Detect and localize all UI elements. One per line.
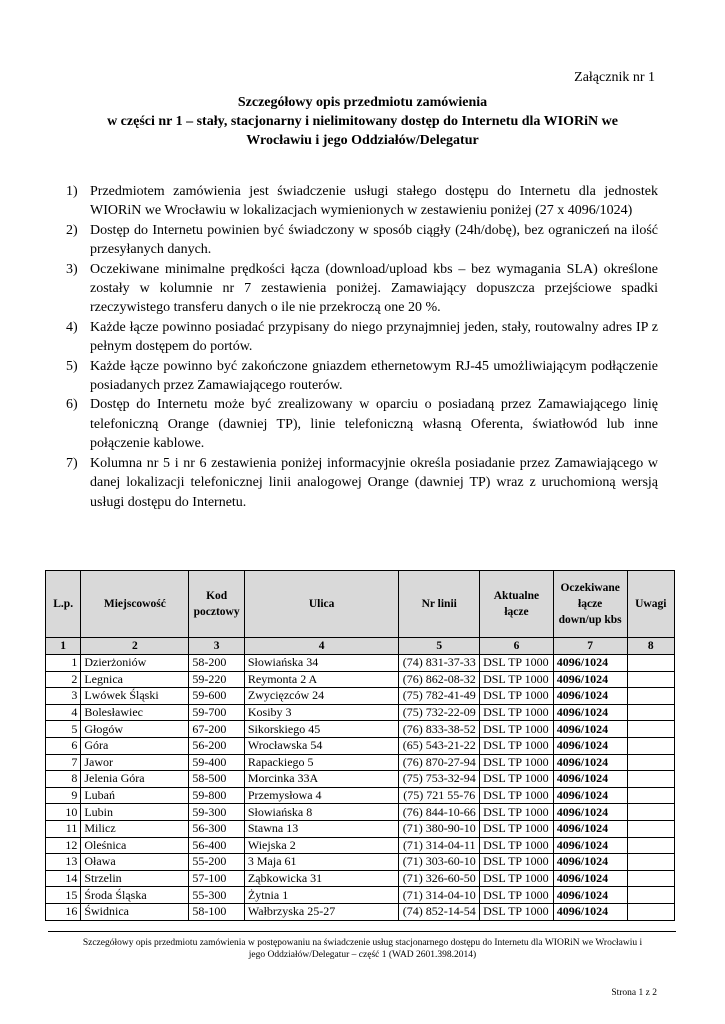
cell-current-connection: DSL TP 1000 — [480, 820, 554, 837]
cell-line-number: (65) 543-21-22 — [399, 737, 480, 754]
cell-current-connection: DSL TP 1000 — [480, 854, 554, 871]
cell-current-connection: DSL TP 1000 — [480, 737, 554, 754]
table-header-row — [46, 571, 675, 638]
cell-street: Wiejska 2 — [244, 837, 398, 854]
table-row — [46, 820, 675, 837]
cell-zip: 55-200 — [189, 854, 245, 871]
cell-lp: 14 — [46, 870, 81, 887]
table-row — [46, 754, 675, 771]
cell-line-number: (71) 303-60-10 — [399, 854, 480, 871]
cell-city: Jelenia Góra — [81, 771, 189, 788]
item-number: 5) — [66, 358, 78, 374]
cell-expected-connection: 4096/1024 — [553, 870, 627, 887]
cell-current-connection: DSL TP 1000 — [480, 804, 554, 821]
cell-zip: 59-800 — [189, 787, 245, 804]
cell-remarks — [627, 688, 675, 705]
table-row — [46, 854, 675, 871]
cell-street: Sikorskiego 45 — [244, 721, 398, 738]
cell-remarks — [627, 787, 675, 804]
cell-street: Słowiańska 34 — [244, 655, 398, 672]
cell-current-connection: DSL TP 1000 — [480, 671, 554, 688]
cell-zip: 55-300 — [189, 887, 245, 904]
cell-street: Żytnia 1 — [244, 887, 398, 904]
item-text: Oczekiwane minimalne prędkości łącza (download/upload kbs – bez wymagania SLA) określone zostały w kolumnie nr 7 zestawienia poniżej. Zamawiający dopuszcza przejściowe spadki rzeczywistego transferu danych o ile nie przekroczą one 20 %. — [90, 261, 658, 316]
cell-zip: 59-220 — [189, 671, 245, 688]
item-number: 6) — [66, 397, 78, 413]
cell-lp: 4 — [46, 704, 81, 721]
cell-expected-connection: 4096/1024 — [553, 688, 627, 705]
cell-current-connection: DSL TP 1000 — [480, 837, 554, 854]
footer-text — [55, 937, 670, 961]
cell-street: Rapackiego 5 — [244, 754, 398, 771]
column-number: 2 — [81, 638, 189, 655]
header-street: Ulica — [244, 571, 398, 638]
cell-city: Głogów — [81, 721, 189, 738]
cell-current-connection: DSL TP 1000 — [480, 870, 554, 887]
item-number: 1) — [66, 184, 78, 199]
cell-city: Bolesławiec — [81, 704, 189, 721]
cell-city: Lubin — [81, 804, 189, 821]
document-title — [60, 93, 665, 150]
item-text: Przedmiotem zamówienia jest świadczenie usługi stałego dostępu do Internetu dla jednostek WIORiN we Wrocławiu w lokalizacjach wymienionych w zestawieniu poniżej (27 x 4096/1024) — [90, 184, 658, 219]
cell-expected-connection: 4096/1024 — [553, 804, 627, 821]
cell-lp: 12 — [46, 837, 81, 854]
cell-current-connection: DSL TP 1000 — [480, 721, 554, 738]
requirement-item — [66, 318, 658, 357]
cell-city: Strzelin — [81, 870, 189, 887]
cell-remarks — [627, 721, 675, 738]
annex-label: Załącznik nr 1 — [574, 70, 655, 85]
cell-expected-connection: 4096/1024 — [553, 704, 627, 721]
cell-remarks — [627, 771, 675, 788]
table-body — [46, 655, 675, 921]
cell-zip: 59-300 — [189, 804, 245, 821]
cell-remarks — [627, 671, 675, 688]
table-row — [46, 737, 675, 754]
cell-expected-connection: 4096/1024 — [553, 721, 627, 738]
cell-remarks — [627, 837, 675, 854]
cell-street: 3 Maja 61 — [244, 854, 398, 871]
header-expected-connection: Oczekiwane łącze down/up kbs — [553, 571, 627, 638]
column-number: 1 — [46, 638, 81, 655]
cell-expected-connection: 4096/1024 — [553, 671, 627, 688]
cell-current-connection: DSL TP 1000 — [480, 787, 554, 804]
item-number: 2) — [66, 222, 78, 238]
cell-lp: 16 — [46, 903, 81, 920]
cell-line-number: (76) 844-10-66 — [399, 804, 480, 821]
cell-zip: 56-200 — [189, 737, 245, 754]
cell-expected-connection: 4096/1024 — [553, 887, 627, 904]
cell-current-connection: DSL TP 1000 — [480, 903, 554, 920]
column-number: 3 — [189, 638, 245, 655]
column-number-row — [46, 638, 675, 655]
table-row — [46, 887, 675, 904]
cell-zip: 67-200 — [189, 721, 245, 738]
requirement-item — [66, 395, 658, 453]
cell-city: Świdnica — [81, 903, 189, 920]
cell-zip: 58-500 — [189, 771, 245, 788]
column-number: 8 — [627, 638, 675, 655]
header-remarks: Uwagi — [627, 571, 675, 638]
cell-street: Wałbrzyska 25-27 — [244, 903, 398, 920]
cell-line-number: (71) 380-90-10 — [399, 820, 480, 837]
cell-street: Przemysłowa 4 — [244, 787, 398, 804]
cell-lp: 5 — [46, 721, 81, 738]
cell-city: Góra — [81, 737, 189, 754]
item-number: 4) — [66, 319, 78, 335]
title-line: w części nr 1 – stały, stacjonarny i nielimitowany dostęp do Internetu dla WIORiN we — [107, 114, 618, 129]
cell-line-number: (75) 721 55-76 — [399, 787, 480, 804]
cell-lp: 11 — [46, 820, 81, 837]
cell-lp: 7 — [46, 754, 81, 771]
header-current-connection: Aktualne łącze — [480, 571, 554, 638]
cell-street: Słowiańska 8 — [244, 804, 398, 821]
table-row — [46, 704, 675, 721]
cell-line-number: (75) 782-41-49 — [399, 688, 480, 705]
cell-remarks — [627, 655, 675, 672]
table-row — [46, 787, 675, 804]
cell-expected-connection: 4096/1024 — [553, 854, 627, 871]
cell-current-connection: DSL TP 1000 — [480, 704, 554, 721]
cell-current-connection: DSL TP 1000 — [480, 771, 554, 788]
cell-lp: 8 — [46, 771, 81, 788]
cell-current-connection: DSL TP 1000 — [480, 688, 554, 705]
cell-remarks — [627, 870, 675, 887]
requirements-list — [66, 182, 658, 512]
cell-city: Lwówek Śląski — [81, 688, 189, 705]
cell-current-connection: DSL TP 1000 — [480, 754, 554, 771]
item-text: Kolumna nr 5 i nr 6 zestawienia poniżej informacyjnie określa posiadanie przez Zamawiającego w danej lokalizacji telefonicznej linii analogowej Orange (dawniej TP) wraz z uruchomioną wersją usługi dostępu do Internetu. — [90, 455, 658, 510]
cell-line-number: (74) 852-14-54 — [399, 903, 480, 920]
cell-zip: 59-600 — [189, 688, 245, 705]
header-city: Miejscowość — [81, 571, 189, 638]
cell-line-number: (76) 862-08-32 — [399, 671, 480, 688]
cell-current-connection: DSL TP 1000 — [480, 655, 554, 672]
item-text: Dostęp do Internetu może być zrealizowany w oparciu o posiadaną przez Zamawiającego linię telefoniczną Orange (dawniej TP), linie telefoniczną własną Oferenta, światłowód lub inne połączenie kablowe. — [90, 397, 658, 452]
cell-street: Wrocławska 54 — [244, 737, 398, 754]
requirement-item — [66, 357, 658, 396]
footer-line: Szczegółowy opis przedmiotu zamówienia w postępowaniu na świadczenie usług stacjonarnego dostępu do Internetu dla WIORiN we Wrocławiu i — [82, 938, 643, 948]
cell-street: Zwycięzców 24 — [244, 688, 398, 705]
column-number: 6 — [480, 638, 554, 655]
item-text: Każde łącze powinno posiadać przypisany do niego przynajmniej jeden, stały, routowalny adres IP z pełnym dostępem do portów. — [90, 319, 658, 355]
cell-city: Oleśnica — [81, 837, 189, 854]
cell-expected-connection: 4096/1024 — [553, 655, 627, 672]
locations-table — [45, 570, 675, 921]
cell-city: Jawor — [81, 754, 189, 771]
cell-line-number: (76) 833-38-52 — [399, 721, 480, 738]
requirement-item — [66, 260, 658, 318]
cell-street: Ząbkowicka 31 — [244, 870, 398, 887]
cell-zip: 56-300 — [189, 820, 245, 837]
header-lp: L.p. — [46, 571, 81, 638]
cell-line-number: (71) 314-04-10 — [399, 887, 480, 904]
title-line: Szczegółowy opis przedmiotu zamówienia — [237, 95, 488, 110]
cell-expected-connection: 4096/1024 — [553, 903, 627, 920]
requirement-item — [66, 221, 658, 260]
cell-city: Dzierżoniów — [81, 655, 189, 672]
cell-lp: 15 — [46, 887, 81, 904]
cell-street: Reymonta 2 A — [244, 671, 398, 688]
item-text: Każde łącze powinno być zakończone gniazdem ethernetowym RJ-45 umożliwiającym podłączenie posiadanych przez Zamawiającego routerów. — [90, 358, 658, 394]
cell-lp: 3 — [46, 688, 81, 705]
cell-zip: 59-400 — [189, 754, 245, 771]
cell-lp: 13 — [46, 854, 81, 871]
cell-line-number: (75) 753-32-94 — [399, 771, 480, 788]
cell-expected-connection: 4096/1024 — [553, 820, 627, 837]
table-row — [46, 688, 675, 705]
table-row — [46, 671, 675, 688]
column-number: 4 — [244, 638, 398, 655]
cell-city: Milicz — [81, 820, 189, 837]
table-row — [46, 804, 675, 821]
cell-remarks — [627, 903, 675, 920]
cell-lp: 10 — [46, 804, 81, 821]
cell-lp: 2 — [46, 671, 81, 688]
item-number: 3) — [66, 261, 78, 277]
cell-line-number: (74) 831-37-33 — [399, 655, 480, 672]
page-number: Strona 1 z 2 — [611, 988, 657, 998]
cell-city: Oława — [81, 854, 189, 871]
header-line-number: Nr linii — [399, 571, 480, 638]
cell-remarks — [627, 854, 675, 871]
cell-line-number: (71) 314-04-11 — [399, 837, 480, 854]
cell-remarks — [627, 754, 675, 771]
cell-expected-connection: 4096/1024 — [553, 754, 627, 771]
cell-street: Kosiby 3 — [244, 704, 398, 721]
cell-expected-connection: 4096/1024 — [553, 737, 627, 754]
requirement-item — [66, 182, 658, 221]
footer-line: jego Oddziałów/Delegatur – część 1 (WAD 2601.398.2014) — [248, 950, 477, 960]
requirement-item — [66, 454, 658, 512]
cell-line-number: (76) 870-27-94 — [399, 754, 480, 771]
cell-city: Lubań — [81, 787, 189, 804]
cell-lp: 6 — [46, 737, 81, 754]
cell-expected-connection: 4096/1024 — [553, 837, 627, 854]
cell-street: Stawna 13 — [244, 820, 398, 837]
cell-lp: 9 — [46, 787, 81, 804]
cell-zip: 58-200 — [189, 655, 245, 672]
cell-city: Legnica — [81, 671, 189, 688]
cell-current-connection: DSL TP 1000 — [480, 887, 554, 904]
cell-zip: 58-100 — [189, 903, 245, 920]
cell-zip: 57-100 — [189, 870, 245, 887]
header-zip: Kod pocztowy — [189, 571, 245, 638]
cell-city: Środa Śląska — [81, 887, 189, 904]
cell-remarks — [627, 804, 675, 821]
cell-line-number: (71) 326-60-50 — [399, 870, 480, 887]
title-line: Wrocławiu i jego Oddziałów/Delegatur — [246, 133, 479, 148]
table-row — [46, 903, 675, 920]
item-number: 7) — [66, 455, 78, 471]
column-number: 7 — [553, 638, 627, 655]
footer-divider — [48, 931, 676, 932]
cell-remarks — [627, 820, 675, 837]
cell-remarks — [627, 737, 675, 754]
table-row — [46, 870, 675, 887]
cell-expected-connection: 4096/1024 — [553, 787, 627, 804]
table-row — [46, 837, 675, 854]
cell-street: Morcinka 33A — [244, 771, 398, 788]
table-row — [46, 721, 675, 738]
cell-line-number: (75) 732-22-09 — [399, 704, 480, 721]
cell-remarks — [627, 887, 675, 904]
item-text: Dostęp do Internetu powinien być świadczony w sposób ciągły (24h/dobę), bez ograniczeń na ilość przesyłanych danych. — [90, 222, 658, 258]
cell-zip: 56-400 — [189, 837, 245, 854]
cell-lp: 1 — [46, 655, 81, 672]
table-row — [46, 771, 675, 788]
cell-zip: 59-700 — [189, 704, 245, 721]
column-number: 5 — [399, 638, 480, 655]
cell-remarks — [627, 704, 675, 721]
table-row — [46, 655, 675, 672]
cell-expected-connection: 4096/1024 — [553, 771, 627, 788]
